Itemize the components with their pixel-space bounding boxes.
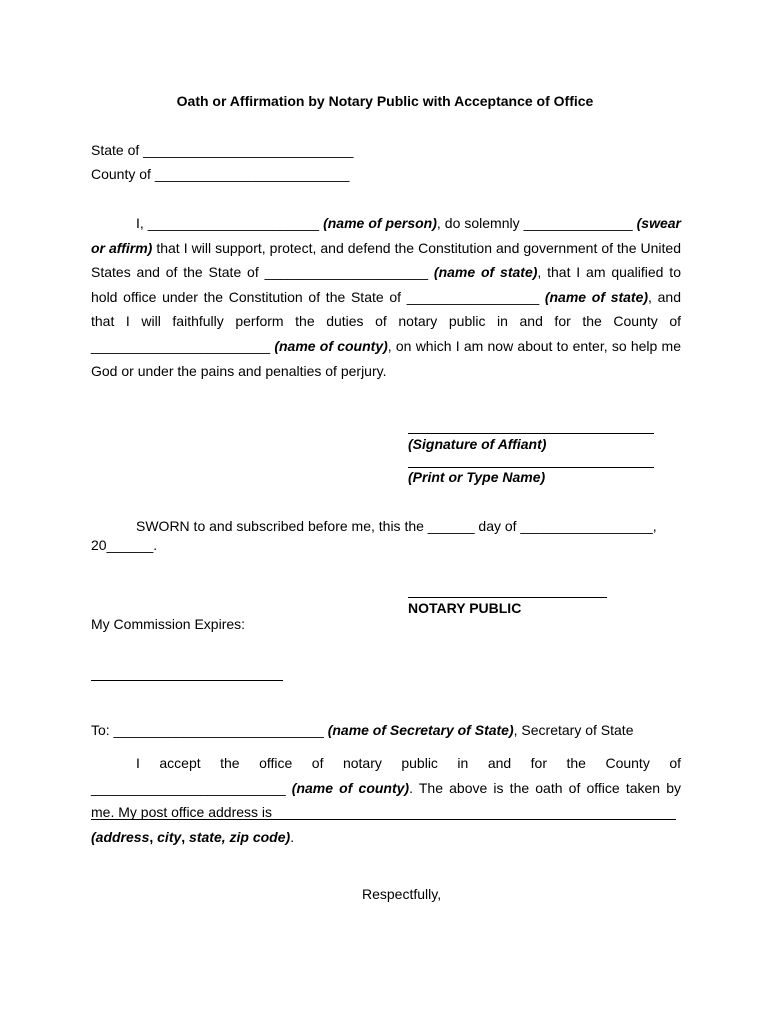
commission-expires-line[interactable] xyxy=(91,680,283,681)
address-sep: , xyxy=(181,829,190,845)
oath-paragraph xyxy=(91,211,681,383)
to-suffix: , Secretary of State xyxy=(513,722,634,738)
signature-line[interactable] xyxy=(408,433,654,434)
secretary-of-state-label: (name of Secretary of State) xyxy=(327,722,514,738)
oath-text: I, ______________________ xyxy=(136,215,324,231)
address-line[interactable] xyxy=(91,819,676,820)
name-of-county-label: (name of county) xyxy=(274,337,388,354)
name-of-person-label: (name of person) xyxy=(323,215,437,231)
sworn-year: 20______. xyxy=(91,537,158,553)
name-of-state-label: (name of state) xyxy=(433,264,538,281)
address-sep: , xyxy=(149,829,158,845)
name-of-county-label: (name of county) xyxy=(291,779,410,796)
state-field[interactable]: State of ___________________________ xyxy=(91,142,354,158)
notary-public-label: NOTARY PUBLIC xyxy=(408,600,522,616)
oath-text: that I will support, protect, and defend the Constitution and government of the United States and of the State of _____________________ xyxy=(91,239,681,281)
address-label xyxy=(91,829,294,845)
county-field[interactable]: County of _________________________ xyxy=(91,166,350,182)
oath-text: , and that I will faithfully perform the duties of notary public in and for the County of _______________________ xyxy=(91,288,682,354)
city-part: city xyxy=(157,829,182,845)
address-end: . xyxy=(290,829,295,845)
to-line xyxy=(91,722,633,738)
address-part: (address xyxy=(91,829,150,845)
sworn-statement: SWORN to and subscribed before me, this the ______ day of _________________, xyxy=(136,518,657,534)
swear-or-affirm-label: (swear or affirm) xyxy=(91,215,681,256)
accept-text: I accept the office of notary public in and for the County of _________________________ xyxy=(91,755,681,796)
to-prefix: To: ___________________________ xyxy=(91,722,328,738)
print-or-type-name-label: (Print or Type Name) xyxy=(408,469,546,485)
closing: Respectfully, xyxy=(362,886,442,902)
state-zip-part: state, zip code) xyxy=(189,829,291,845)
signature-of-affiant-label: (Signature of Affiant) xyxy=(408,436,547,452)
commission-expires-label: My Commission Expires: xyxy=(91,616,246,632)
document-title: Oath or Affirmation by Notary Public with Acceptance of Office xyxy=(176,93,594,109)
print-name-line[interactable] xyxy=(408,467,654,468)
accept-text: . The above is the oath of office taken by me. My post office address is xyxy=(91,779,682,821)
name-of-state-label: (name of state) xyxy=(544,288,649,305)
oath-text: , do solemnly ______________ xyxy=(436,215,637,231)
acceptance-paragraph xyxy=(91,751,681,825)
oath-text: , that I am qualified to hold office under the Constitution of the State of _________________ xyxy=(91,264,681,305)
notary-signature-line[interactable] xyxy=(408,597,607,598)
oath-text: , on which I am now about to enter, so help me God or under the pains and penalties of perjury. xyxy=(91,337,681,379)
